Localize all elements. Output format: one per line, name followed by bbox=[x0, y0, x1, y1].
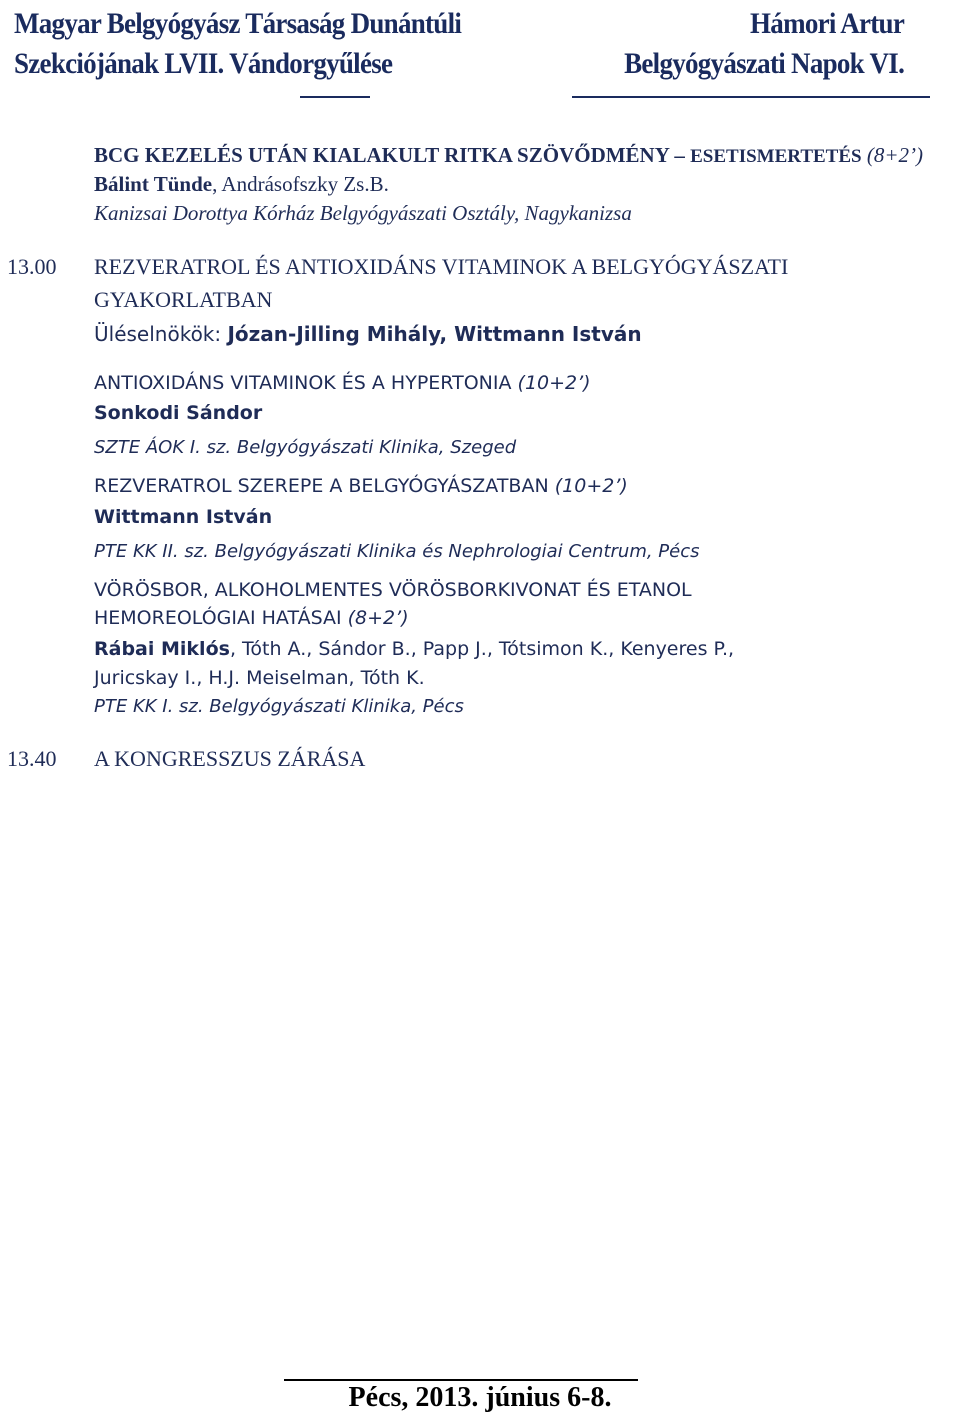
session-time: 13.00 bbox=[7, 254, 57, 279]
header-right-line2: Belgyógyászati Napok VI. bbox=[624, 47, 904, 80]
talk4-coauthors-line1: , Tóth A., Sándor B., Papp J., Tótsimon K., Kenyeres P., bbox=[229, 638, 735, 660]
header-rule-right bbox=[572, 96, 930, 98]
talk1-title: BCG KEZELÉS UTÁN KIALAKULT RITKA SZÖVŐDMÉNY – bbox=[94, 143, 685, 167]
session-title-line1: REZVERATROL ÉS ANTIOXIDÁNS VITAMINOK A BELGYÓGYÁSZATI bbox=[94, 254, 789, 279]
talk1-authors bbox=[94, 172, 389, 197]
talk2-duration: (10+2’) bbox=[517, 372, 591, 394]
footer-rule bbox=[284, 1379, 638, 1381]
footer-place-date: Pécs, 2013. június 6-8. bbox=[348, 1382, 612, 1413]
talk3-title-row bbox=[94, 475, 628, 497]
session-chairs bbox=[94, 322, 642, 346]
talk1-duration: (8+2’) bbox=[866, 143, 923, 167]
talk4-duration: (8+2’) bbox=[347, 607, 409, 629]
talk4-presenter: Rábai Miklós bbox=[94, 638, 230, 660]
talk4-authors-line1 bbox=[94, 638, 734, 660]
talk3-duration: (10+2’) bbox=[554, 475, 628, 497]
header-event-title bbox=[624, 4, 904, 84]
session-chairs-label: Üléselnökök: bbox=[94, 322, 228, 346]
talk1-title-row bbox=[94, 143, 923, 168]
talk3-title: REZVERATROL SZEREPE A BELGYÓGYÁSZATBAN bbox=[94, 475, 549, 497]
talk1-coauthors: , Andrásofszky Zs.B. bbox=[212, 172, 389, 196]
talk4-title-line1: VÖRÖSBOR, ALKOHOLMENTES VÖRÖSBORKIVONAT ÉS ETANOL bbox=[94, 579, 692, 601]
header-congress-title bbox=[14, 4, 461, 84]
talk4-title-line2-row bbox=[94, 607, 409, 629]
talk2-presenter: Sonkodi Sándor bbox=[94, 402, 263, 424]
talk1-title-tail: ESETISMERTETÉS bbox=[690, 146, 862, 167]
header-left-line2: Szekciójának LVII. Vándorgyűlése bbox=[14, 47, 393, 80]
header-rule-left bbox=[300, 96, 370, 98]
talk4-institution: PTE KK I. sz. Belgyógyászati Klinika, Pécs bbox=[94, 696, 464, 717]
talk2-title: ANTIOXIDÁNS VITAMINOK ÉS A HYPERTONIA bbox=[94, 372, 512, 394]
closing-title: A KONGRESSZUS ZÁRÁSA bbox=[94, 746, 366, 771]
talk4-coauthors-line2: Juricskay I., H.J. Meiselman, Tóth K. bbox=[94, 667, 425, 689]
talk3-presenter: Wittmann István bbox=[94, 506, 273, 528]
header-left-line1: Magyar Belgyógyász Társaság Dunántúli bbox=[14, 7, 462, 40]
talk1-institution: Kanizsai Dorottya Kórház Belgyógyászati Osztály, Nagykanizsa bbox=[94, 201, 632, 225]
header-right-line1: Hámori Artur bbox=[749, 7, 904, 40]
talk2-institution: SZTE ÁOK I. sz. Belgyógyászati Klinika, Szeged bbox=[94, 437, 517, 458]
session-chairs-names: Józan-Jilling Mihály, Wittmann István bbox=[227, 322, 642, 346]
talk1-presenter: Bálint Tünde bbox=[94, 172, 213, 196]
session-title-line2: GYAKORLATBAN bbox=[94, 287, 273, 312]
talk3-institution: PTE KK II. sz. Belgyógyászati Klinika és Nephrologiai Centrum, Pécs bbox=[94, 541, 700, 562]
talk4-title-line2: HEMOREOLÓGIAI HATÁSAI bbox=[94, 607, 342, 629]
closing-time: 13.40 bbox=[7, 746, 57, 771]
talk2-title-row bbox=[94, 372, 591, 394]
